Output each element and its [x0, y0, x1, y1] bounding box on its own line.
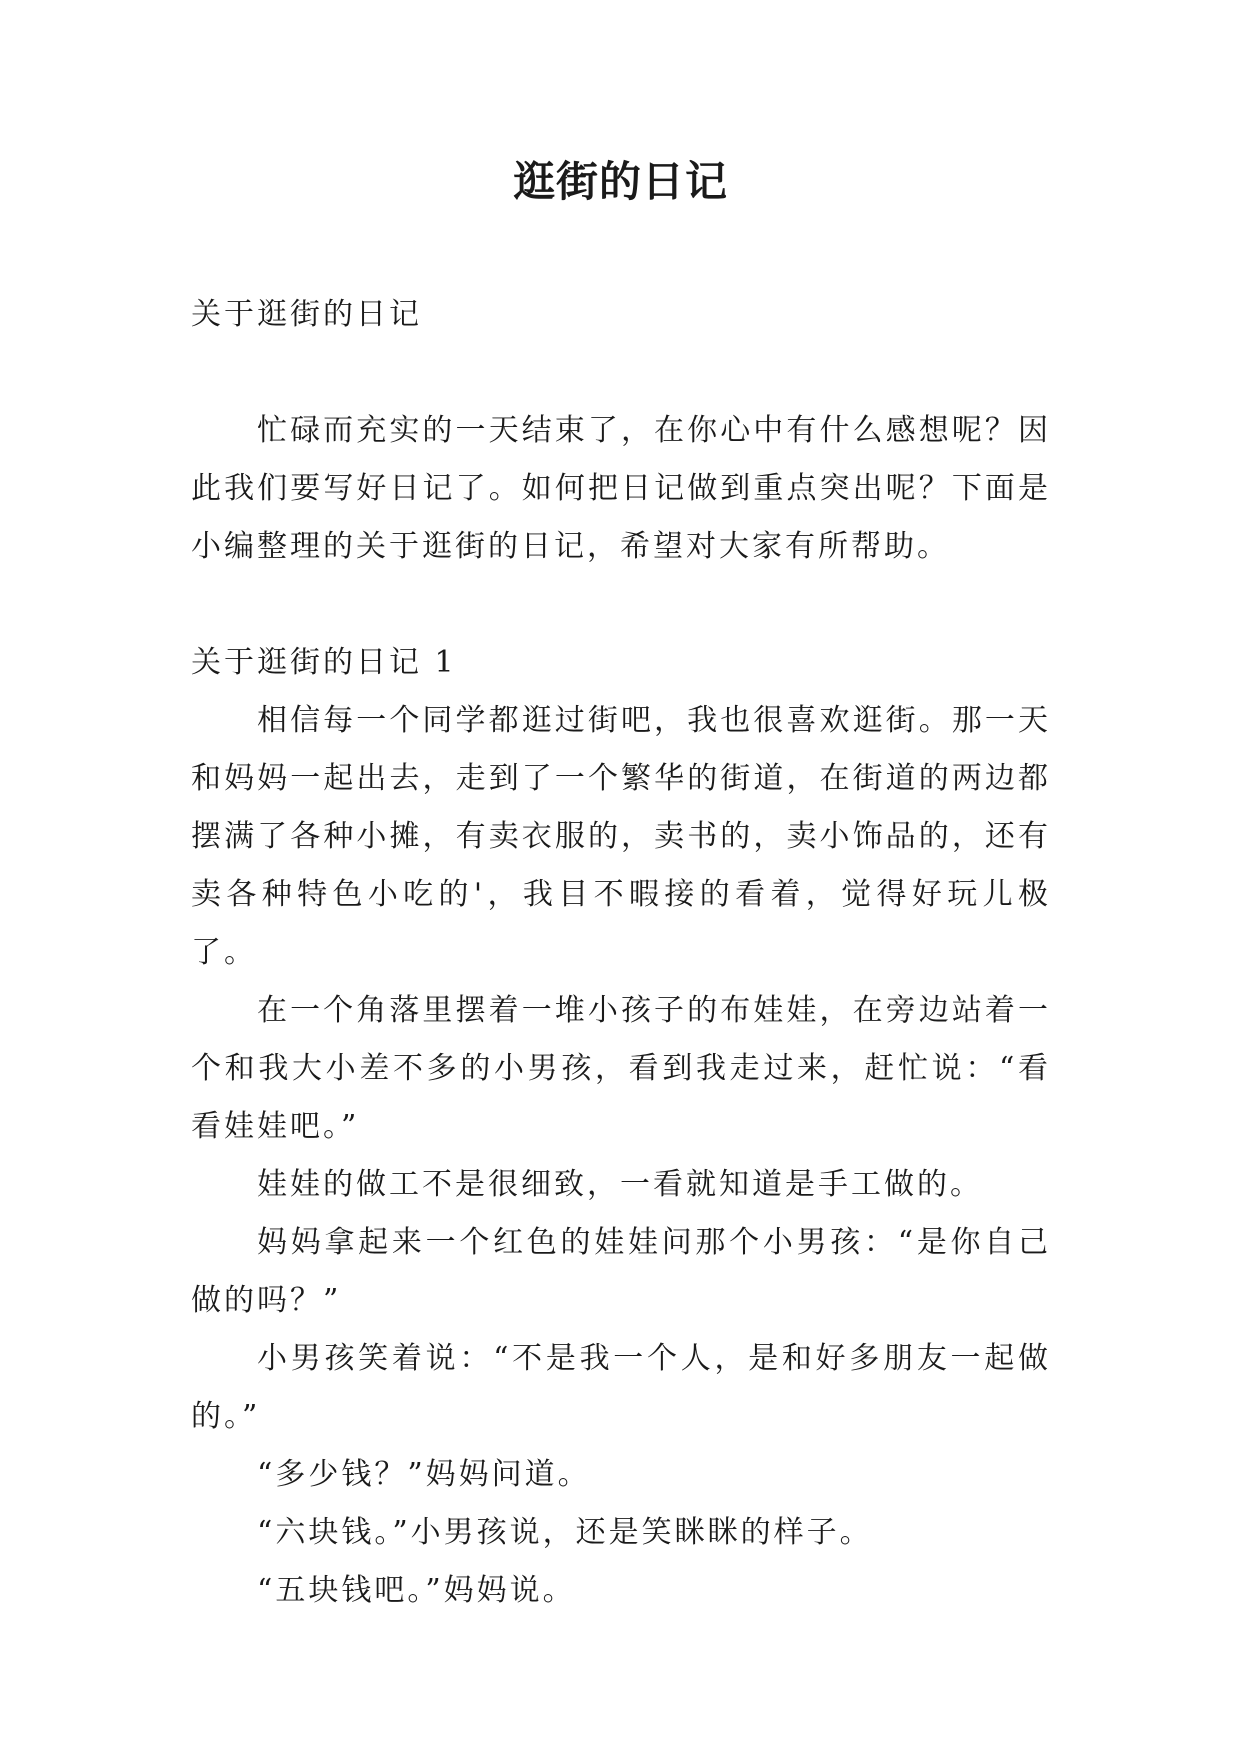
body-paragraph: “五块钱吧。”妈妈说。 [257, 1573, 576, 1608]
spacer [191, 344, 1051, 402]
body-paragraph: 在一个角落里摆着一堆小孩子的布娃娃，在旁边站着一个和我大小差不多的小男孩，看到我走过来，赶忙说：“看看娃娃吧。” [191, 993, 1051, 1144]
document-subtitle: 关于逛街的日记 [191, 297, 422, 332]
body-paragraph: 妈妈拿起来一个红色的娃娃问那个小男孩：“是你自己做的吗？” [191, 1225, 1051, 1318]
document-title: 逛街的日记 [512, 157, 728, 206]
intro-paragraph: 忙碌而充实的一天结束了，在你心中有什么感想呢？因此我们要写好日记了。如何把日记做到重点突出呢？下面是小编整理的关于逛街的日记，希望对大家有所帮助。 [191, 413, 1051, 564]
body-paragraph: 小男孩笑着说：“不是我一个人，是和好多朋友一起做的。” [191, 1341, 1051, 1434]
body-paragraph: 相信每一个同学都逛过街吧，我也很喜欢逛街。那一天和妈妈一起出去，走到了一个繁华的街道，在街道的两边都摆满了各种小摊，有卖衣服的，卖书的，卖小饰品的，还有卖各种特色小吃的'，我目不暇接的看着，觉得好玩儿极了。 [191, 703, 1051, 970]
body-paragraph: 娃娃的做工不是很细致，一看就知道是手工做的。 [257, 1167, 983, 1202]
document-body [191, 286, 1051, 1620]
section-heading: 关于逛街的日记 1 [191, 645, 457, 680]
body-paragraph: “六块钱。”小男孩说，还是笑眯眯的样子。 [257, 1515, 873, 1550]
body-paragraph: “多少钱？”妈妈问道。 [257, 1457, 591, 1492]
spacer [191, 576, 1051, 634]
